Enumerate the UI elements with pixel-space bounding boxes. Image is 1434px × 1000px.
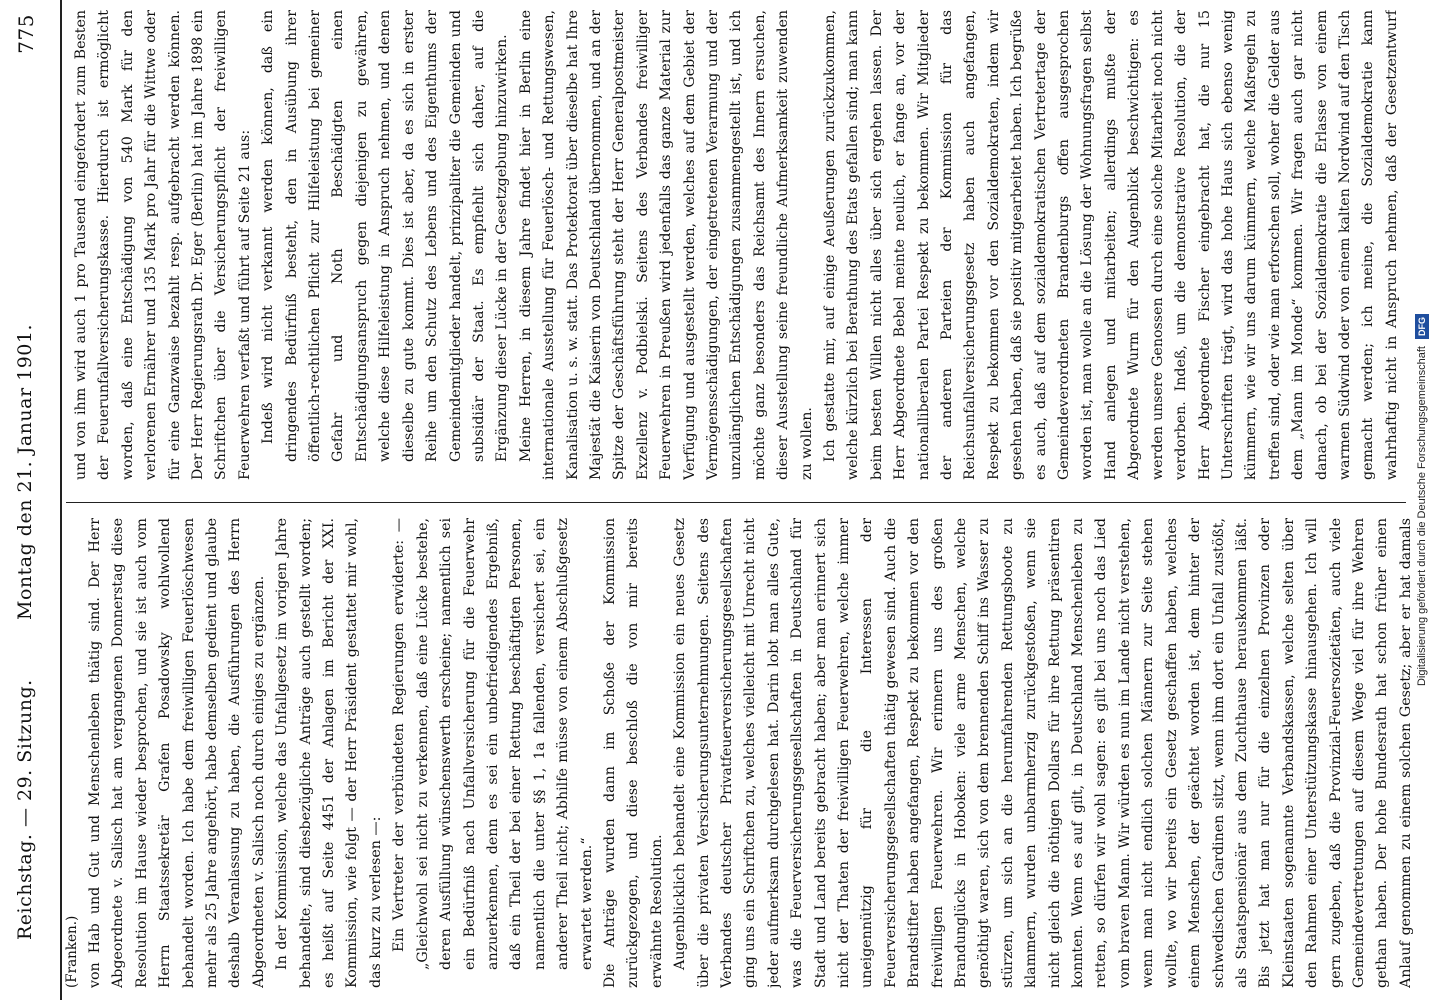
paragraph: Augenblicklich behandelt eine Kommission ein neues Gesetz über die privaten Versicherungsunternehmungen. Seitens des Verbandes deutscher Privatfeuerversicherungsgesellschaften ging uns ein Schriftchen zu, welches vielleicht mit Unrecht nicht jeder aufmerksam durchgelesen hat. Darin lobt man alles Gute, was die Feuerversicherungsgesellschaften in Deutschland für Stadt und Land bereits gebracht haben; aber man erinnert sich nicht der Thaten der freiwilligen Feuerwehren, welche immer uneigennützig für die Interessen der Feuerversicherungsgesellschaften thätig gewesen sind. Auch die Brandstifter haben angefangen, Respekt zu bekommen vor den freiwilligen Feuerwehren. Wir erinnern uns des großen Brandunglücks in Hoboken: viele arme Menschen, welche genöthigt waren, sich von dem brennenden Schiff ins Wasser zu stürzen, um sich an die herumfahrenden Rettungsboote zu klammern, wurden unbarmherzig zurückgestoßen, wenn sie nicht gleich die nöthigen Dollars für ihre Rettung präsentiren konnten. Wenn es auf gilt, in Deutschland Menschenleben zu retten, so dürfen wir wohl sagen: es gilt bei uns noch das Lied vom braven Mann. Wir würden es nun im Lande nicht verstehen, wenn man nicht endlich solchen Männern zur Seite stehen wollte, wo wir bereits ein Gesetz geschaffen haben, welches einem Menschen, der geächtet worden ist, dem hinter der schwedischen Gardinen sitzt, wenn ihm dort ein Unfall zustößt, als Staatspensionär aus dem Zuchthause herauskommen läßt. Bis jetzt hat man nur für die einzelnen Provinzen oder Kleinstaaten sogenannte Verbandskassen, welche selten über den Rahmen einer Unterstützungskasse hinausgehen. Ich will gern zugeben, daß die Provinzial-Feuersozietäten, auch viele Gemeindevertretungen auf diesem Wege viel für ihre Wehren gethan haben. Der hohe Bundesrath hat schon früher einen Anlauf genommen zu einem solchen Gesetz; aber er hat damals [672,518,1414,988]
page-header [0,0,62,1000]
quotation: Ein Vertreter der verbündeten Regierungen erwiderte: — „Gleichwohl sei nicht zu verkennen, daß eine Lücke bestehe, deren Ausfüllung wünschenswerth erscheine; namentlich sei ein Bedürfniß nach Unfallversicherung für die Feuerwehr anzuerkennen, denn es sei ein unbefriedigendes Ergebniß, daß ein Theil der bei einer Rettung beschäftigten Personen, namentlich die unter §§ 1, 1a fallenden, versichert sei, ein anderer Theil nicht; Abhilfe müsse von einem Abschlußgesetz erwartet werden.“ [391,518,595,970]
right-column [70,10,1400,480]
paragraph: Die Anträge wurden dann im Schoße der Kommission zurückgezogen, und diese beschloß die von mir bereits erwähnte Resolution. [601,518,665,988]
speaker-reference: (Franken.) [64,915,80,988]
digitization-credit: Digitalisierung gefördert durch die Deutsche Forschungsgemeinschaft [1416,346,1428,687]
page-number: 775 [14,14,38,54]
left-column [84,518,1414,988]
paragraph: In der Kommission, welche das Unfallgesetz im vorigen Jahre behandelte, sind diesbezügliche Anträge auch gestellt worden; es heißt auf Seite 4451 der Anlagen im Bericht der XXI. Kommission, wie folgt — der Herr Präsident gestattet mir wohl, das kurz zu verlesen —: [274,518,384,988]
header-date: Montag den 21. Januar 1901. [14,324,36,620]
paragraph: und von ihm wird auch 1 pro Tausend eingefordert zum Besten der Feuerunfallversicherungskasse. Hierdurch ist ermöglicht worden, daß eine Entschädigung von 540 Mark für den verlorenen Ernährer und 135 Mark pro Jahr für die Wittwe oder für eine Ganzwaise bezahlt resp. aufgebracht werden können. Der Herr Regierungsrath Dr. Eger (Berlin) hat im Jahre 1898 ein Schriftchen über die Versicherungspflicht der freiwilligen Feuerwehren verfaßt und führt auf Seite 21 aus: [73,10,253,480]
dfg-logo: DFG [1415,314,1429,339]
header-session: Reichstag. — 29. Sitzung. [14,679,36,940]
column-divider [66,502,1406,503]
paragraph: Meine Herren, in diesem Jahre findet hier in Berlin eine internationale Ausstellung für Feuerlösch- und Rettungswesen, Kanalisation u. s. w. statt. Das Protektorat über dieselbe hat Ihre Majestät die Kaiserin von Deutschland übernommen, und an der Spitze der Geschäftsführung steht der Herr Generalpostmeister Exzellenz v. Podbielski. Seitens des Verbandes freiwilliger Feuerwehren in Preußen wird jedenfalls das ganze Material zur Verfügung und ausgestellt werden, welches auf dem Gebiet der Vermögensschädigungen, der eingetretenen Verarmung und der unzulänglichen Entschädigungen zusammengestellt ist, und ich möchte ganz besonders das Reichsamt des Innern ersuchen, dieser Ausstellung seine freundliche Aufmerksamkeit zuwenden zu wollen. [517,10,815,480]
digitization-sidebar [1410,0,1434,1000]
paragraph: Ich gestatte mir, auf einige Aeußerungen zurückzukommen, welche kürzlich bei Berathung des Etats gefallen sind; man kann beim besten Willen nicht alles über sich ergehen lassen. Der Herr Abgeordnete Bebel meinte neulich, er fange an, vor der nationalliberalen Partei Respekt zu bekommen. Wir Mitglieder der anderen Parteien der Kommission für das Reichsunfallversicherungsgesetz haben auch angefangen, Respekt zu bekommen vor den Sozialdemokraten, indem wir gesehen haben, daß sie positiv mitgearbeitet haben. Ich begrüße es auch, daß auf dem sozialdemokratischen Vertretertage der Gemeindeverordneten Brandenburgs offen ausgesprochen worden ist, man wolle an die Lösung der Wohnungsfragen selbst Hand anlegen und mitarbeiten; allerdings mußte der Abgeordnete Wurm für den Augenblick beschwichtigen: es werden unsere Genossen durch eine solche Mitarbeit noch nicht verdorben. Indeß, um die demonstrative Resolution, die der Herr Abgeordnete Fischer eingebracht hat, die nur 15 Unterschriften trägt, wird das hohe Haus sich ebenso wenig kümmern, wie wir uns darum kümmern, welche Maßregeln zu treffen sind, oder wie man erforschen soll, woher die Gelder aus dem „Mann im Monde“ kommen. Wir fragen auch gar nicht danach, ob bei der Sozialdemokratie die Erlasse von einem warmen Südwind oder von einem kalten Nordwind auf den Tisch gemacht werden; ich meine, die Sozialdemokratie kann wahrhaftig nicht in Anspruch nehmen, daß der Gesetzentwurf [822,10,1400,480]
paragraph: von Hab und Gut und Menschenleben thätig sind. Der Herr Abgeordnete v. Salisch hat am vergangenen Donnerstag diese Resolution im Hause wieder besprochen, und sie ist auch vom Herrn Staatssekretär Grafen Posadowsky wohlwollend behandelt worden. Ich habe dem freiwilligen Feuerlöschwesen mehr als 25 Jahre angehört, habe demselben gedient und glaube deshalb Veranlassung zu haben, die Ausführungen des Herrn Abgeordneten v. Salisch noch durch einiges zu ergänzen. [87,518,267,988]
quotation: Indeß wird nicht verkannt werden können, daß ein dringendes Bedürfniß besteht, den in Ausübung ihrer öffentlich-rechtlichen Pflicht zur Hilfeleistung bei gemeiner Gefahr und Noth Beschädigten einen Entschädigungsanspruch gegen diejenigen zu gewähren, welche diese Hilfeleistung in Anspruch nehmen, und denen dieselbe zu gute kommt. Dies ist aber, da es sich in erster Reihe um den Schutz des Lebens und des Eigenthums der Gemeindemitglieder handelt, prinzipaliter die Gemeinden und subsidiär der Staat. Es empfiehlt sich daher, auf die Ergänzung dieser Lücke in der Gesetzgebung hinzuwirken. [260,10,511,462]
